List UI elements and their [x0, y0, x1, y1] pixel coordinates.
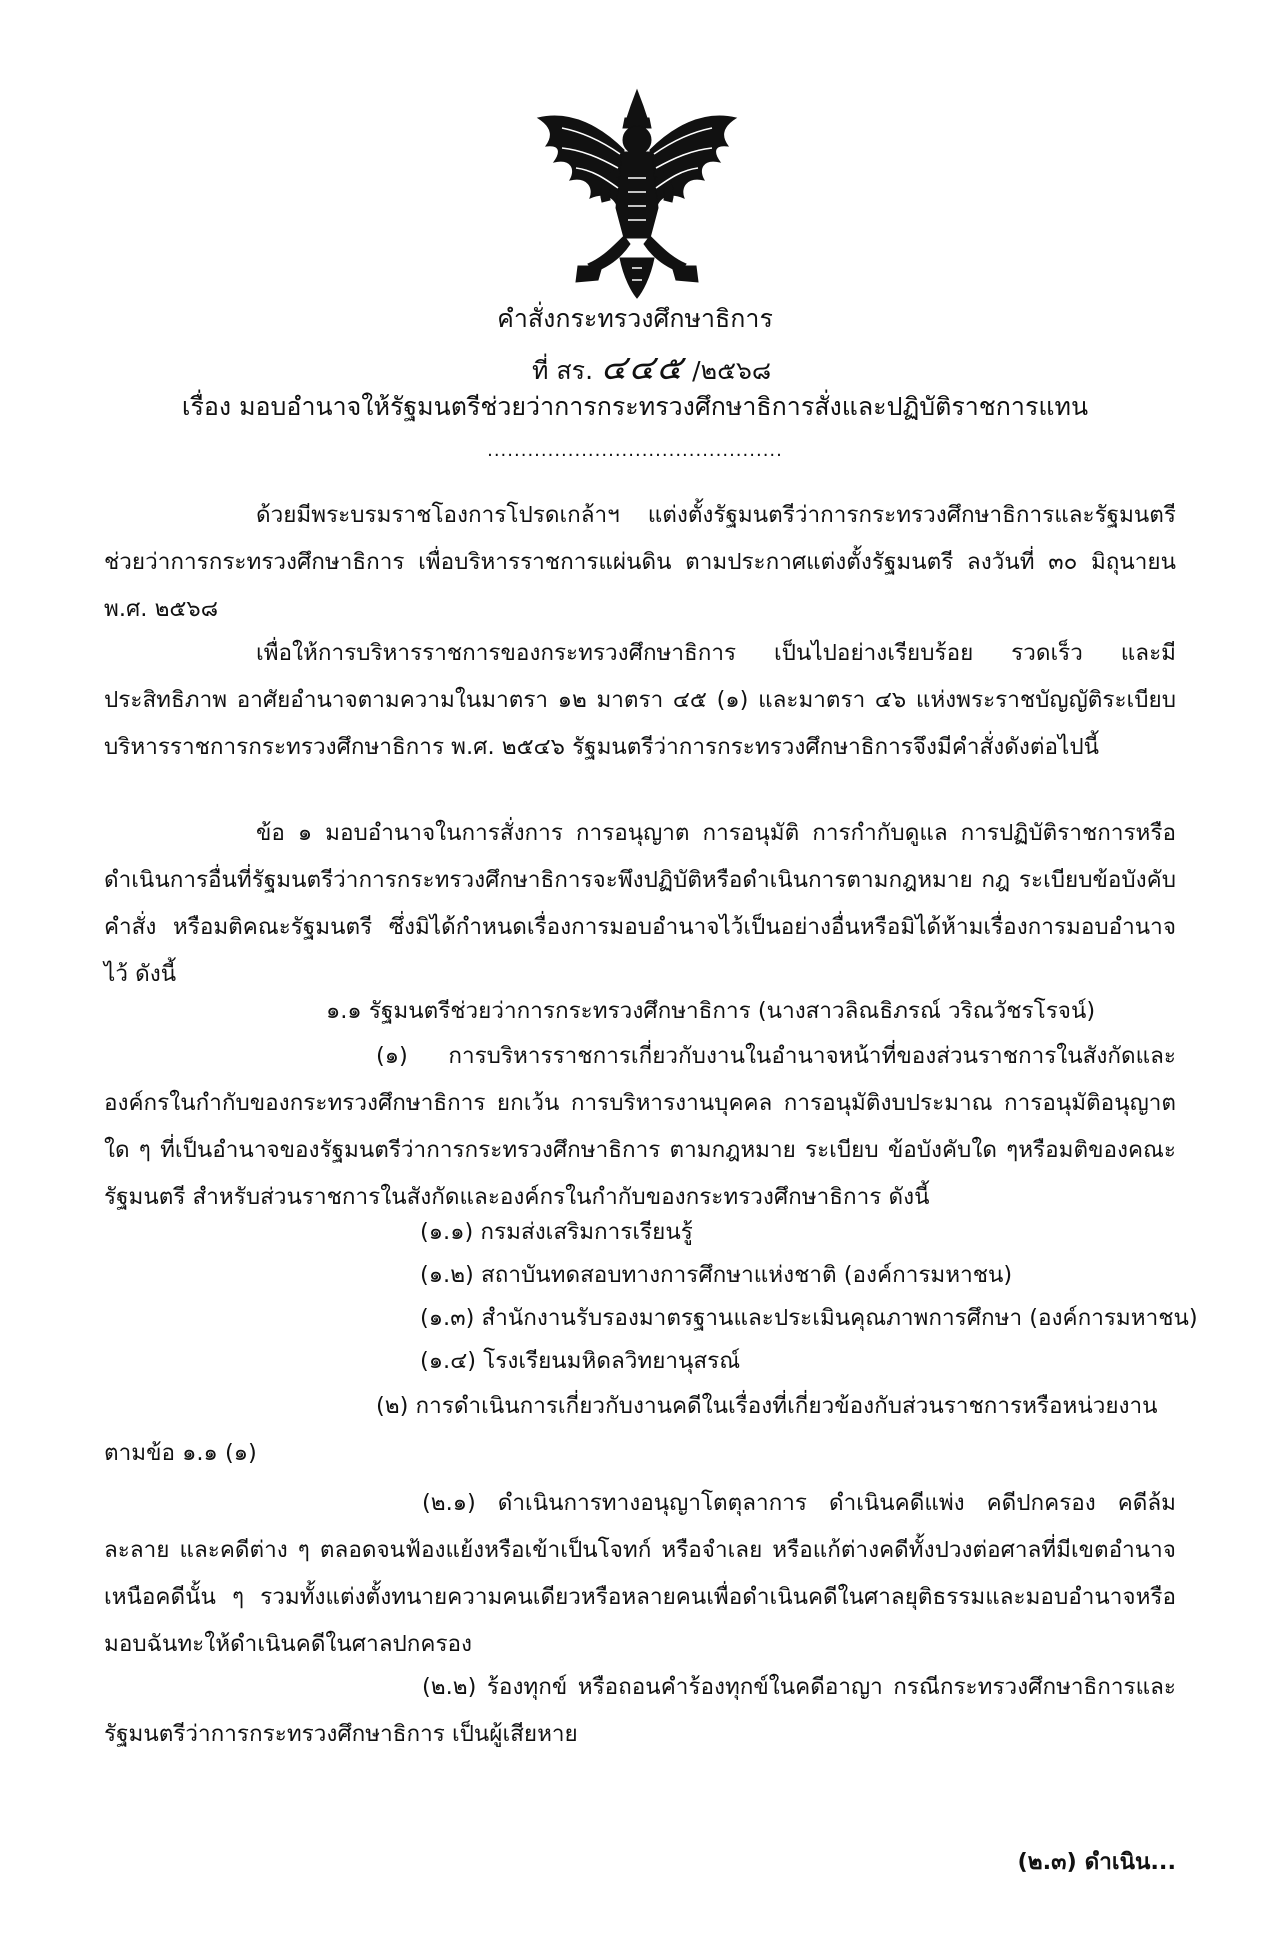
document-number [532, 340, 771, 394]
number-handwritten: ๔๔๕ [601, 348, 685, 388]
paragraph-2: เพื่อให้การบริหารราชการของกระทรวงศึกษาธิการ เป็นไปอย่างเรียบร้อย รวดเร็ว และมีประสิทธิภาพ อาศัยอำนาจตามความในมาตรา ๑๒ มาตรา ๔๕ (๑) และมาตรา ๔๖ แห่งพระราชบัญญัติระเบียบบริหารราชการกระทรวงศึกษาธิการ พ.ศ. ๒๕๔๖ รัฐมนตรีว่าการกระทรวงศึกษาธิการจึงมีคำสั่งดังต่อไปนี้ [104, 640, 1176, 760]
clause-1-1: ๑.๑ รัฐมนตรีช่วยว่าการกระทรวงศึกษาธิการ (นางสาวลิณธิภรณ์ วริณวัชรโรจน์) [326, 998, 1096, 1024]
number-prefix: ที่ สร. [532, 356, 594, 385]
clause-1-1-2: (๒) การดำเนินการเกี่ยวกับงานคดีในเรื่องที่เกี่ยวข้องกับส่วนราชการหรือหน่วยงาน [376, 1393, 1158, 1419]
divider-dots: ............................................ [487, 440, 783, 461]
paragraph-clause-1: ข้อ ๑ มอบอำนาจในการสั่งการ การอนุญาต การอนุมัติ การกำกับดูแล การปฏิบัติราชการหรือดำเนินการอื่นที่รัฐมนตรีว่าการกระทรวงศึกษาธิการจะพึงปฏิบัติหรือดำเนินการตามกฎหมาย กฎ ระเบียบข้อบังคับ คำสั่ง หรือมติคณะรัฐมนตรี ซึ่งมิได้กำหนดเรื่องการมอบอำนาจไว้เป็นอย่างอื่นหรือมิได้ห้ามเรื่องการมอบอำนาจไว้ ดังนี้ [104, 820, 1176, 987]
paragraph-1: ด้วยมีพระบรมราชโองการโปรดเกล้าฯ แต่งตั้งรัฐมนตรีว่าการกระทรวงศึกษาธิการและรัฐมนตรีช่วยว่าการกระทรวงศึกษาธิการ เพื่อบริหารราชการแผ่นดิน ตามประกาศแต่งตั้งรัฐมนตรี ลงวันที่ ๓๐ มิถุนายน พ.ศ. ๒๕๖๘ [104, 502, 1176, 622]
number-suffix: /๒๕๖๘ [692, 356, 772, 385]
continuation-marker: (๒.๓) ดำเนิน... [1017, 1849, 1176, 1875]
sub-item: (๑.๓) สำนักงานรับรองมาตรฐานและประเมินคุณภาพการศึกษา (องค์การมหาชน) [420, 1305, 1198, 1331]
order-title: คำสั่งกระทรวงศึกษาธิการ [497, 304, 773, 333]
subject-line: เรื่อง มอบอำนาจให้รัฐมนตรีช่วยว่าการกระทรวงศึกษาธิการสั่งและปฏิบัติราชการแทน [181, 392, 1089, 421]
clause-1-1-2-ref: ตามข้อ ๑.๑ (๑) [104, 1440, 257, 1466]
sub-item: (๑.๔) โรงเรียนมหิดลวิทยานุสรณ์ [420, 1348, 741, 1374]
clause-1-1-1: (๑) การบริหารราชการเกี่ยวกับงานในอำนาจหน้าที่ของส่วนราชการในสังกัดและองค์กรในกำกับของกระทรวงศึกษาธิการ ยกเว้น การบริหารงานบุคคล การอนุมัติงบประมาณ การอนุมัติอนุญาตใด ๆ ที่เป็นอำนาจของรัฐมนตรีว่าการกระทรวงศึกษาธิการ ตามกฎหมาย ระเบียบ ข้อบังคับใด ๆหรือมติของคณะรัฐมนตรี สำหรับส่วนราชการในสังกัดและองค์กรในกำกับของกระทรวงศึกษาธิการ ดังนี้ [104, 1043, 1176, 1210]
sub-item: (๑.๑) กรมส่งเสริมการเรียนรู้ [420, 1219, 693, 1245]
clause-2-2: (๒.๒) ร้องทุกข์ หรือถอนคำร้องทุกข์ในคดีอาญา กรณีกระทรวงศึกษาธิการและรัฐมนตรีว่าการกระทรวงศึกษาธิการ เป็นผู้เสียหาย [104, 1674, 1176, 1747]
clause-2-1: (๒.๑) ดำเนินการทางอนุญาโตตุลาการ ดำเนินคดีแพ่ง คดีปกครอง คดีล้มละลาย และคดีต่าง ๆ ตลอดจนฟ้องแย้งหรือเข้าเป็นโจทก์ หรือจำเลย หรือแก้ต่างคดีทั้งปวงต่อศาลที่มีเขตอำนาจเหนือคดีนั้น ๆ รวมทั้งแต่งตั้งทนายความคนเดียวหรือหลายคนเพื่อดำเนินคดีในศาลยุติธรรมและมอบอำนาจหรือมอบฉันทะให้ดำเนินคดีในศาลปกครอง [104, 1490, 1176, 1657]
sub-item: (๑.๒) สถาบันทดสอบทางการศึกษาแห่งชาติ (องค์การมหาชน) [420, 1262, 1013, 1288]
garuda-emblem-icon [532, 88, 742, 300]
